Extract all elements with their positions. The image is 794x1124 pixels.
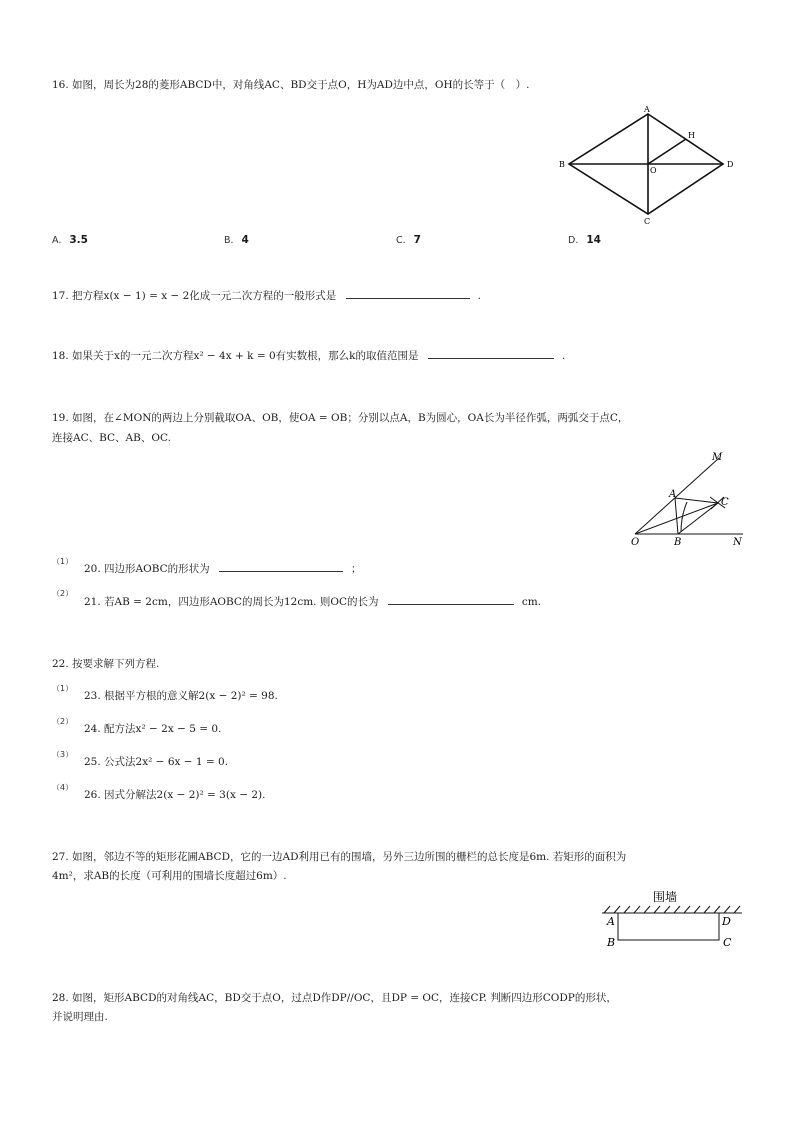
q22-item2-text: 24. 配方法x² − 2x − 5 = 0. <box>84 723 222 735</box>
q27-wall-figure <box>596 886 746 950</box>
q19-label-a: A <box>669 489 677 500</box>
q16-label-c: C <box>644 217 651 226</box>
q22-item3-text: 25. 公式法2x² − 6x − 1 = 0. <box>84 756 229 768</box>
q16-option-a[interactable]: A. 3.5 <box>52 234 88 246</box>
q19-angle-figure <box>625 448 755 550</box>
q27-wall-label: 围墙 <box>653 890 678 904</box>
q22-item1-text: 23. 根据平方根的意义解2(x − 2)² = 98. <box>84 690 278 702</box>
q19-sub1-answer-blank[interactable] <box>219 561 343 572</box>
q16-label-b: B <box>559 160 565 169</box>
q28-text-line2: 并说明理由. <box>52 1011 108 1023</box>
q19-sub2-text: 21. 若AB = 2cm，四边形AOBC的周长为12cm. 则OC的长为 cm. <box>84 596 542 608</box>
q18-text: 18. 如果关于x的一元二次方程x² − 4x + k = 0有实数根，那么k的取值范围是 . <box>52 350 566 362</box>
q22-item2-number: （2） <box>52 717 74 726</box>
q22-text: 22. 按要求解下列方程. <box>52 658 160 670</box>
q19-text-line1: 19. 如图，在∠MON的两边上分别截取OA、OB，使OA = OB；分别以点A，B为圆心，OA长为半径作弧，两弧交于点C， <box>52 412 629 424</box>
q19-label-m: M <box>712 452 723 463</box>
q16-option-c[interactable]: C. 7 <box>396 234 421 246</box>
q27-label-a: A <box>607 915 615 928</box>
q16-text: 16. 如图，周长为28的菱形ABCD中，对角线AC、BD交于点O，H为AD边中点，OH的长等于（ ）. <box>52 79 530 91</box>
q16-option-b[interactable]: B. 4 <box>224 234 249 246</box>
q19-sub2-answer-blank[interactable] <box>388 594 514 605</box>
q22-item4-text: 26. 因式分解法2(x − 2)² = 3(x − 2). <box>84 789 266 801</box>
q27-label-d: D <box>722 915 731 928</box>
q27-text-line2: 4m²，求AB的长度（可利用的围墙长度超过6m）. <box>52 870 287 882</box>
q27-wall-hatching <box>604 906 740 913</box>
q16-label-h: H <box>688 131 695 140</box>
q16-label-o: O <box>650 166 657 175</box>
q22-item3-number: （3） <box>52 750 74 759</box>
q28-text-line1: 28. 如图，矩形ABCD的对角线AC，BD交于点O，过点D作DP//OC，且DP = OC，连接CP. 判断四边形CODP的形状， <box>52 992 617 1004</box>
q19-label-n: N <box>733 537 742 548</box>
q27-text-line1: 27. 如图，邻边不等的矩形花圃ABCD，它的一边AD利用已有的围墙，另外三边所围的栅栏的总长度是6m. 若矩形的面积为 <box>52 851 627 863</box>
q19-sub2-number: （2） <box>52 589 74 598</box>
q22-item1-number: （1） <box>52 684 74 693</box>
q27-rectangle <box>618 913 719 940</box>
q19-label-o: O <box>631 537 640 548</box>
q17-text: 17. 把方程x(x − 1) = x − 2化成一元二次方程的一般形式是 . <box>52 290 481 302</box>
q16-label-d: D <box>727 160 734 169</box>
q22-item4-number: （4） <box>52 783 74 792</box>
q27-label-b: B <box>607 936 616 949</box>
q16-option-d[interactable]: D. 14 <box>568 234 601 246</box>
q19-text-line2: 连接AC、BC、AB、OC. <box>52 432 171 444</box>
q19-sub1-number: （1） <box>52 557 74 566</box>
q19-sub1-text: 20. 四边形AOBC的形状为 ； <box>84 563 362 575</box>
q19-label-b: B <box>674 537 682 548</box>
q19-label-c: C <box>721 497 729 508</box>
q16-rhombus-figure <box>555 102 745 227</box>
q27-label-c: C <box>723 936 732 949</box>
q18-answer-blank[interactable] <box>428 348 554 359</box>
q17-answer-blank[interactable] <box>346 288 470 299</box>
q16-label-a: A <box>644 105 650 114</box>
